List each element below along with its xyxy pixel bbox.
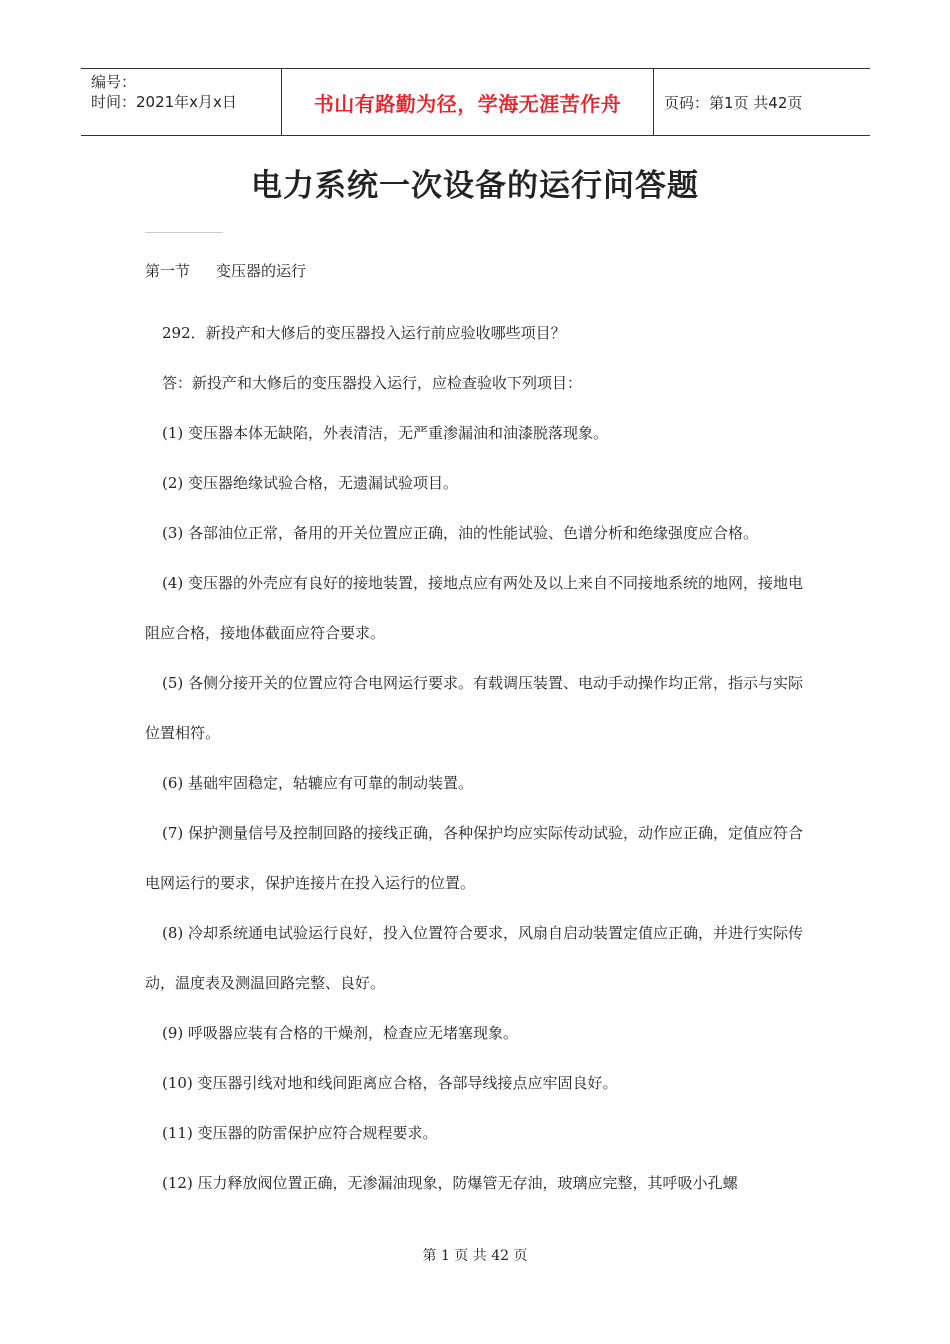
list-item: (8) 冷却系统通电试验运行良好，投入位置符合要求，风扇自启动装置定值应正确，并进行实际传动，温度表及测温回路完整、良好。 <box>145 924 804 992</box>
doc-time-label: 时间：2021年x月x日 <box>91 93 237 111</box>
header-meta <box>81 69 282 135</box>
list-item: (11) 变压器的防雷保护应符合规程要求。 <box>162 1124 438 1142</box>
list-item: (5) 各侧分接开关的位置应符合电网运行要求。有载调压装置、电动手动操作均正常，指示与实际位置相符。 <box>145 674 804 742</box>
page-footer: 第 1 页 共 42 页 <box>422 1248 528 1264</box>
list-item: (7) 保护测量信号及控制回路的接线正确，各种保护均应实际传动试验，动作应正确，定值应符合电网运行的要求，保护连接片在投入运行的位置。 <box>145 824 804 892</box>
section-heading <box>145 260 306 281</box>
list-item: (10) 变压器引线对地和线间距离应合格，各部导线接点应牢固良好。 <box>162 1074 618 1092</box>
list-item: (2) 变压器绝缘试验合格，无遗漏试验项目。 <box>162 474 459 492</box>
question-paragraph: 292．新投产和大修后的变压器投入运行前应验收哪些项目？ <box>162 324 566 342</box>
list-item: (1) 变压器本体无缺陷，外表清洁，无严重渗漏油和油漆脱落现象。 <box>162 424 609 442</box>
list-item: (3) 各部油位正常，备用的开关位置应正确，油的性能试验、色谱分析和绝缘强度应合格。 <box>162 524 759 542</box>
list-item: (12) 压力释放阀位置正确，无渗漏油现象，防爆管无存油，玻璃应完整，其呼吸小孔螺 <box>162 1174 738 1192</box>
header-motto: 书山有路勤为径，学海无涯苦作舟 <box>282 69 654 135</box>
answer-paragraph: 答：新投产和大修后的变压器投入运行，应检查验收下列项目： <box>162 374 583 392</box>
header-page-info: 页码：第1页 共42页 <box>664 93 803 112</box>
document-body <box>145 308 810 1208</box>
document-title: 电力系统一次设备的运行问答题 <box>251 168 699 204</box>
list-item: (6) 基础牢固稳定，轱辘应有可靠的制动装置。 <box>162 774 474 792</box>
list-item: (4) 变压器的外壳应有良好的接地装置，接地点应有两处及以上来自不同接地系统的地网，接地电阻应合格，接地体截面应符合要求。 <box>145 574 804 642</box>
divider <box>145 232 223 233</box>
doc-id-label: 编号： <box>91 73 137 91</box>
page-header <box>81 68 870 136</box>
section-label: 第一节 <box>145 262 191 280</box>
section-name: 变压器的运行 <box>216 262 307 280</box>
list-item: (9) 呼吸器应装有合格的干燥剂，检查应无堵塞现象。 <box>162 1024 519 1042</box>
